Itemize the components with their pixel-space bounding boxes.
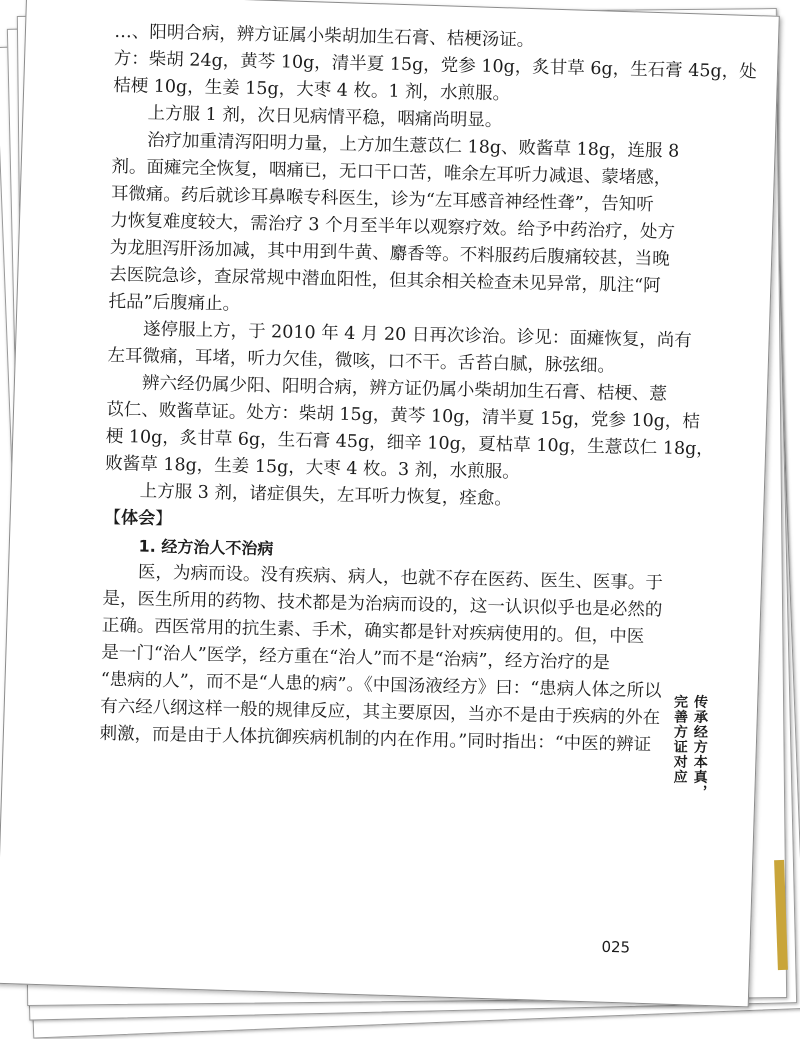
heading-label: 体会 <box>120 508 156 529</box>
text-line: 上方服 1 剂，次日见病情平稳，咽痛尚明显。 <box>147 103 503 132</box>
text-line: 刺激，而是由于人体抗御疾病机制的内在作用。”同时指出：“中医的辨证 <box>99 723 652 756</box>
subheading: 1. 经方治人不治病 <box>138 536 274 559</box>
text-line: 正确。西医常用的抗生素、手术，确实都是针对疾病使用的。但，中医 <box>101 615 645 648</box>
text-line: 去医院急诊，查尿常规中潜血阳性，但其余相关检查未见异常，肌注“阿 <box>109 264 661 297</box>
case-record-lines <box>104 19 757 517</box>
text-line: 剂。面瘫完全恢复，咽痛已，无口干口苦，唯余左耳听力减退、蒙堵感， <box>111 156 672 189</box>
text-line: 遂停服上方，于 2010 年 4 月 20 日再次诊治。诊见：面瘫恢复，尚有 <box>142 319 693 352</box>
page-number: 025 <box>601 937 631 957</box>
text-line: “患病的人”，而不是“人患的病”。《中国汤液经方》曰：“患病人体之所以 <box>100 669 662 702</box>
text-line: 方：柴胡 24g，黄芩 10g，清半夏 15g，党参 10g，炙甘草 6g，生石膏 45g，处 <box>113 48 757 83</box>
side-header-line-1: 传承经方本真， <box>691 694 709 800</box>
text-line: 辨六经仍属少阳、阳明合病，辨方证仍属小柴胡加生石膏、桔梗、薏 <box>141 373 668 405</box>
text-line: 是，医生所用的药物、技术都是为治病而设的，这一认识似乎也是必然的 <box>102 588 663 621</box>
text-line: 耳微痛。药后就诊耳鼻喉专科医生，诊为“左耳感音神经性聋”，告知听 <box>110 183 654 216</box>
text-line: 是一门“治人”医学，经方重在“治人”而不是“治病”，经方治疗的是 <box>101 642 611 674</box>
text-line: …、阳明合病，辨方证属小柴胡加生石膏、桔梗汤证。 <box>114 21 535 51</box>
text-line: 治疗加重清泻阳明力量，上方加生薏苡仁 18g、败酱草 18g，连服 8 <box>146 130 680 162</box>
text-line: 医，为病而设。没有疾病、病人，也就不存在医药、医生、医事。于 <box>137 562 664 594</box>
text-line: 桔梗 10g，生姜 15g，大枣 4 枚。1 剂，水煎服。 <box>112 75 511 105</box>
text-line: 苡仁、败酱草证。处方：柴胡 15g，黄芩 10g，清半夏 15g，党参 10g，桔 <box>106 399 701 433</box>
heading-bracket-open: 【 <box>103 507 122 529</box>
side-header-line-2: 完善方证对应 <box>671 694 689 785</box>
text-line: 为龙胆泻肝汤加减，其中用到牛黄、麝香等。不料服药后腹痛较甚，当晚 <box>109 237 670 270</box>
running-side-header <box>670 694 711 799</box>
text-line: 上方服 3 剂，诸症俱失，左耳听力恢复，痊愈。 <box>139 481 513 510</box>
text-line: 力恢复难度较大，需治疗 3 个月至半年以观察疗效。给予中药治疗，处方 <box>110 210 676 243</box>
text-line: 左耳微痛，耳堵，听力欠佳，微咳，口不干。舌苔白腻，脉弦细。 <box>107 345 616 377</box>
commentary-lines <box>99 559 663 760</box>
heading-bracket-close: 】 <box>154 508 173 530</box>
text-line: 托品”后腹痛止。 <box>108 291 241 315</box>
text-line: 梗 10g，炙甘草 6g，生石膏 45g，细辛 10g，夏枯草 10g，生薏苡仁 18g， <box>105 426 714 460</box>
text-line: 有六经八纲这样一般的规律反应，其主要原因，当亦不是由于疾病的外在 <box>99 696 661 729</box>
text-line: 败酱草 18g，生姜 15g，大枣 4 枚。3 剂，水煎服。 <box>105 453 520 483</box>
